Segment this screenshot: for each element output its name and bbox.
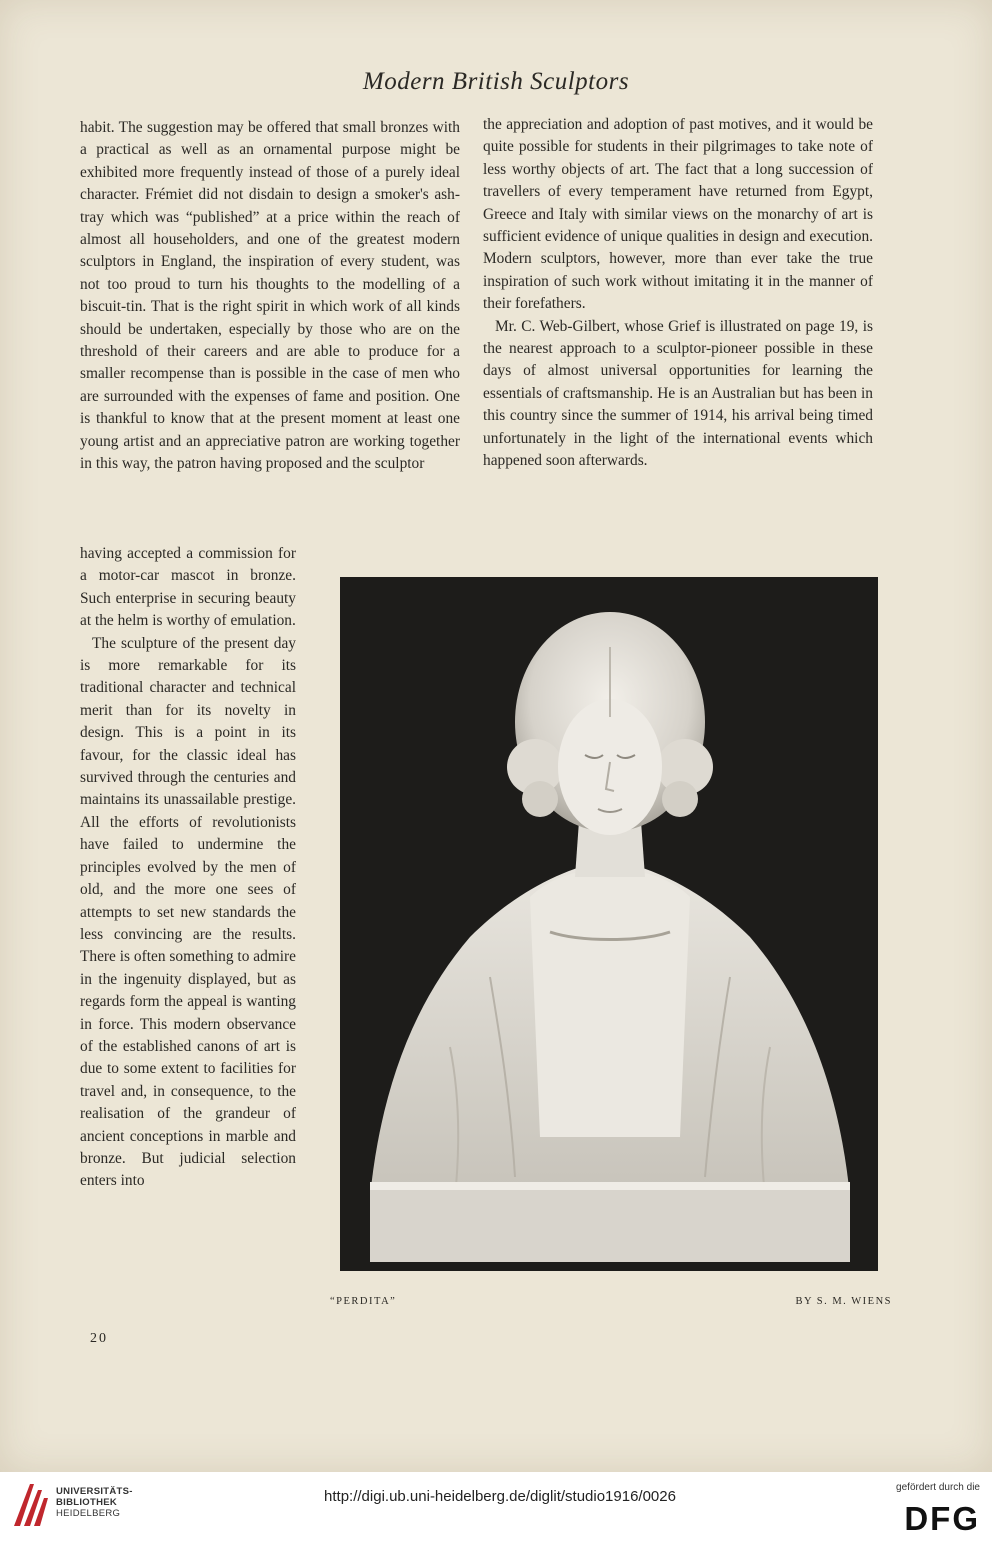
body-paragraph: the appreciation and adoption of past motives, and it would be quite possible for students in their pilgrimages to take note of less worthy objects of art. The fact that a long succession of travellers of every temperament have returned from Egypt, Greece and Italy with similar views on the monarchy of art is sufficient evidence of unique qualities in design and execution. Modern sculptors, however, more than ever take the true inspiration of such work without imitating it in the manner of their forefathers. [483, 116, 873, 313]
library-name-line: BIBLIOTHEK [56, 1497, 118, 1508]
sculpture-photograph [340, 577, 878, 1271]
library-name-line: UNIVERSITÄTS- [56, 1486, 133, 1497]
right-column [483, 114, 873, 473]
library-name-line: HEIDELBERG [56, 1508, 121, 1519]
caption-title: “PERDITA” [330, 1296, 397, 1307]
library-name [56, 1486, 133, 1519]
university-library-logo-icon [10, 1480, 52, 1530]
body-paragraph: The sculpture of the present day is more remarkable for its traditional character and technical merit than for its novelty in design. This is a point in its favour, for the classic ideal has survived through the centuries and maintains its unassailable prestige. All the efforts of revolutionists have failed to undermine the principles evolved by the men of old, and the more one sees of attempts to set new standards the less convincing are the results. There is often something to admire in the ingenuity displayed, but as regards form the appeal is wanting in force. This modern observance of the established canons of art is due to some extent to facilities for travel and, in consequence, to the realisation of the grandeur of ancient conceptions in marble and bronze. But judicial selection enters into [80, 634, 296, 1190]
left-column-narrow [80, 543, 296, 1193]
funded-by-label: gefördert durch die [896, 1482, 980, 1493]
left-column-top [80, 117, 460, 476]
permalink-url[interactable]: http://digi.ub.uni-heidelberg.de/diglit/studio1916/0026 [324, 1488, 676, 1505]
body-paragraph: habit. The suggestion may be offered that small bronzes with a practical as well as an ornamental purpose might be exhibited more frequently instead of those of a purely ideal character. Frémiet did not disdain to design a smoker's ash-tray which was “published” at a price within the reach of almost all householders, and one of the greatest modern sculptors in England, the inspiration of every student, was not too proud to turn his thoughts to the modelling of a biscuit-tin. That is the right spirit in which work of all kinds should be undertaken, especially by those who are on the threshold of their careers and are able to produce for a smaller recompense than is possible in the case of men who are surrounded with the expenses of fame and position. One is thankful to know that at the present moment at least one young artist and an appreciative patron are working together in this way, the patron having proposed and the sculptor [80, 119, 460, 473]
caption-artist: BY S. M. WIENS [795, 1296, 892, 1307]
dfg-logo: DFG [904, 1500, 980, 1537]
body-paragraph: Mr. C. Web-Gilbert, whose Grief is illustrated on page 19, is the nearest approach to a sculptor-pioneer possible in these days of almost universal opportunities for learning the essentials of craftsmanship. He is an Australian but has been in this country since the summer of 1914, his arrival being timed unfortunately in the light of the international events which happened soon afterwards. [483, 317, 873, 470]
page-number: 20 [90, 1331, 108, 1346]
body-paragraph: having accepted a commission for a motor-car mascot in bronze. Such enterprise in securing beauty at the helm is worthy of emulation. [80, 545, 296, 630]
bust-illustration [340, 577, 878, 1271]
digitization-footer [0, 1472, 992, 1543]
running-head: Modern British Sculptors [362, 68, 630, 95]
